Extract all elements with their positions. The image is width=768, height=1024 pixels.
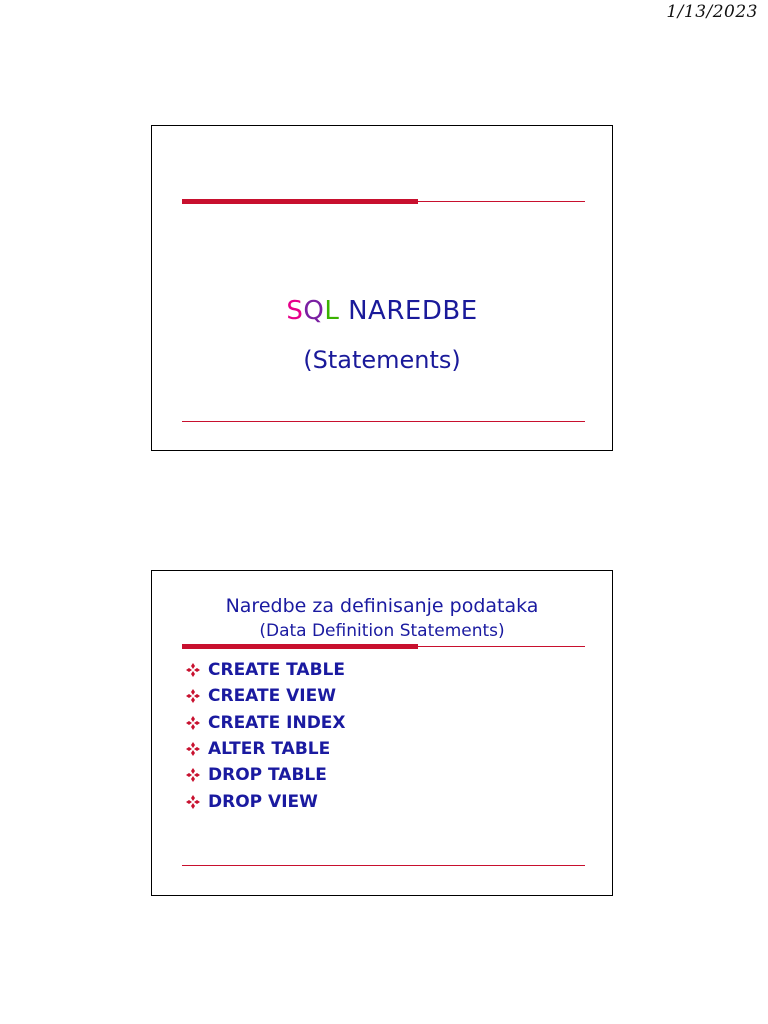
diamond-bullet-icon <box>186 716 200 730</box>
list-item <box>186 683 346 709</box>
diamond-bullet-icon <box>186 689 200 703</box>
slide-title-text <box>152 296 612 326</box>
slide-heading: Naredbe za definisanje podataka <box>225 595 539 617</box>
list-item <box>186 788 346 814</box>
diamond-bullet-icon <box>186 663 200 677</box>
title-letter-q: Q <box>303 296 325 326</box>
title-word-naredbe: NAREDBE <box>348 296 478 326</box>
diamond-bullet-icon <box>186 742 200 756</box>
top-rule-thick <box>182 199 418 204</box>
list-item <box>186 657 346 683</box>
list-item <box>186 762 346 788</box>
top-rule-thick <box>182 644 418 649</box>
list-item <box>186 710 346 736</box>
page-date: 1/13/2023 <box>666 2 758 22</box>
bottom-rule <box>182 421 585 422</box>
ddl-statement-list <box>186 657 346 815</box>
list-item-label: ALTER TABLE <box>208 739 331 760</box>
list-item-label: CREATE INDEX <box>208 712 346 733</box>
slide-title <box>151 125 613 451</box>
bottom-rule <box>182 865 585 866</box>
diamond-bullet-icon <box>186 795 200 809</box>
list-item-label: CREATE TABLE <box>208 660 345 681</box>
slide-subtitle: (Statements) <box>303 346 461 374</box>
slide-ddl <box>151 570 613 896</box>
list-item-label: CREATE VIEW <box>208 686 336 707</box>
list-item <box>186 736 346 762</box>
list-item-label: DROP TABLE <box>208 765 327 786</box>
title-letter-s: S <box>286 296 304 326</box>
title-letter-l: L <box>324 296 340 326</box>
diamond-bullet-icon <box>186 768 200 782</box>
list-item-label: DROP VIEW <box>208 791 318 812</box>
slide-subheading: (Data Definition Statements) <box>259 621 505 641</box>
